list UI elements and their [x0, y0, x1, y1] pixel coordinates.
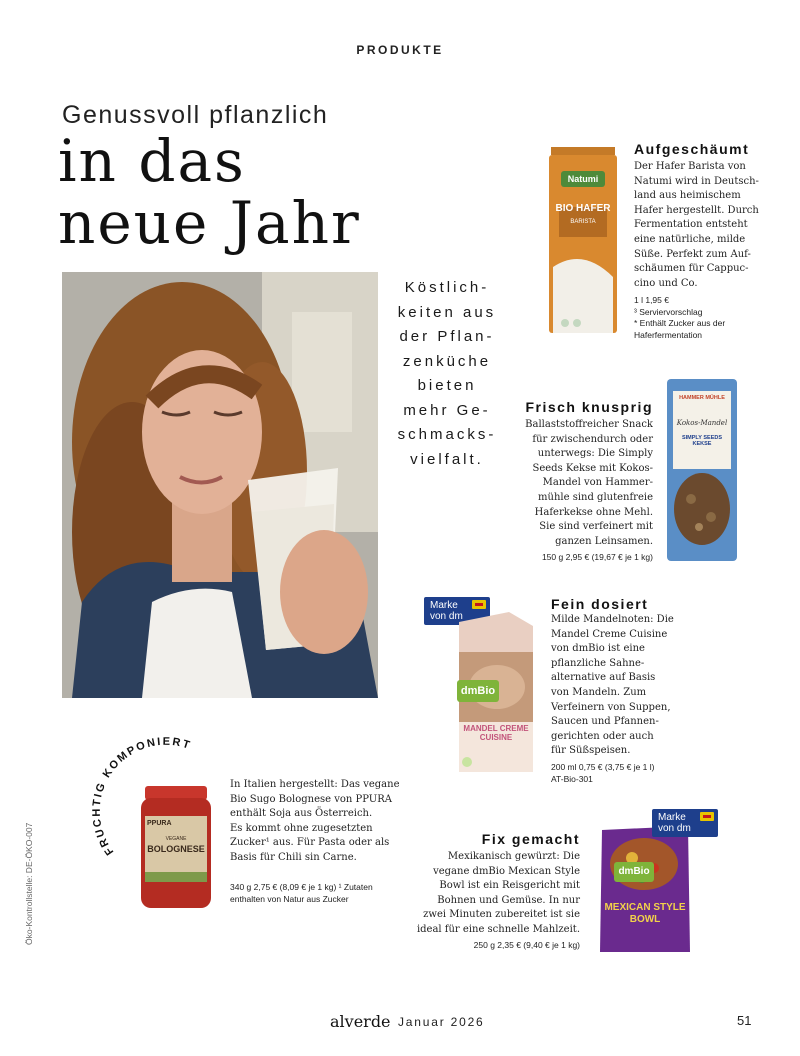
product-title: Fix gemacht [481, 831, 580, 847]
desc-line: Seeds Kekse mit Kokos- [532, 462, 653, 474]
desc-line: Fermentation entsteht [634, 219, 748, 231]
product-meta [400, 940, 580, 952]
product-description [490, 418, 653, 549]
meta-line: enthalten von Natur aus Zucker [230, 893, 349, 904]
product-title: Aufgeschäumt [634, 141, 750, 157]
desc-line: schäumen für Cappuc- [634, 263, 749, 275]
product-title: Frisch knusprig [525, 399, 653, 415]
bolognese-pack-sub: VEGANE [165, 836, 187, 842]
intro-line: keiten aus [397, 303, 497, 321]
dmbio-logo: dmBio [457, 680, 499, 702]
badge-marke-von-dm [652, 809, 718, 837]
desc-line: Mandel Creme Cuisine [551, 628, 668, 640]
bolognese-pack-name: BOLOGNESE [147, 844, 205, 854]
desc-line: cino und Co. [634, 277, 698, 289]
intro-line: bieten [417, 377, 477, 394]
desc-line: eine natürliche, milde [634, 233, 746, 245]
desc-line: unterwegs: Die Simply [537, 448, 653, 460]
natumi-pack-name: BIO HAFER [555, 203, 611, 214]
mandel-pack-name: MANDEL CREME CUISINE [463, 724, 529, 742]
desc-line: zwei Minuten zubereitet ist sie [423, 909, 580, 921]
intro-line: vielfalt. [410, 450, 484, 468]
desc-line: Bohnen und Gemüse. In nur [437, 894, 580, 906]
desc-line: pflanzliche Sahne- [551, 657, 645, 669]
desc-line: Bowl ist ein Reisgericht mit [439, 880, 580, 892]
section-label: PRODUKTE [356, 43, 444, 57]
desc-line: Hafer hergestellt. Durch [634, 204, 759, 216]
product-bolognese-jar [141, 786, 211, 910]
product-hammermuehle-pack [667, 379, 737, 561]
bolognese-description [230, 778, 400, 866]
meta-line: 340 g 2,75 € (8,09 € je 1 kg) ¹ Zutaten [230, 882, 373, 892]
desc-line: Süße. Perfekt zum Auf- [634, 248, 751, 260]
intro-line: zenküche [402, 352, 492, 370]
headline [58, 127, 361, 257]
hammermuehle-logo: HAMMER MÜHLE [679, 395, 725, 401]
meta-line: 1 l 1,95 € [634, 295, 669, 305]
desc-line: Es kommt ohne zugesetzten [230, 822, 373, 834]
hammermuehle-pack-sub: SIMPLY SEEDS KEKSE [681, 435, 723, 447]
hero-photo-illustration [62, 272, 378, 698]
desc-line: Basis für Chili sin Carne. [230, 851, 357, 863]
desc-line: mühle sind glutenfreie [538, 491, 653, 503]
desc-line: für Süßspeisen. [551, 745, 631, 757]
desc-line: enthält Soja aus Österreich. [230, 808, 373, 820]
oeko-kontrollstelle: Öko-Kontrollstelle: DE-ÖKO-007 [24, 822, 34, 945]
badge-line: von dm [430, 611, 463, 622]
desc-line: Sie sind verfeinert mit [539, 521, 653, 533]
bowl-dmbio-logo: dmBio [614, 862, 654, 882]
bowl-pack-name: MEXICAN STYLE BOWL [604, 902, 686, 925]
desc-line: von dmBio ist eine [551, 643, 645, 655]
desc-line: In Italien hergestellt: Das vegane [230, 779, 400, 790]
ppura-logo: PPURA [147, 820, 172, 827]
desc-line: Haferkekse ohne Mehl. [534, 506, 653, 518]
product-meta [551, 762, 654, 785]
hero-photo [62, 272, 378, 698]
desc-line: alternative auf Basis [551, 672, 656, 684]
intro-line: Köstlich- [404, 279, 490, 296]
dm-logo-icon [700, 812, 714, 821]
meta-line: * Enthält Zucker aus der [634, 318, 726, 328]
natumi-pack-sub: BARISTA [570, 219, 596, 225]
meta-line: Haferfermentation [634, 329, 703, 340]
desc-line: gerichten oder auch [551, 730, 654, 742]
intro-line: schmacks- [397, 426, 497, 443]
desc-line: Bio Sugo Bolognese von PPURA [230, 793, 392, 805]
meta-line: 250 g 2,35 € (9,40 € je 1 kg) [473, 940, 580, 950]
arc-label: FRUCHTIG KOMPONIERT [90, 735, 193, 858]
product-title: Fein dosiert [551, 596, 649, 612]
bolognese-meta [230, 882, 373, 905]
meta-line: AT-Bio-301 [551, 773, 593, 784]
desc-line: Mandel von Hammer- [542, 477, 653, 489]
meta-line: 200 ml 0,75 € (3,75 € je 1 l) [551, 762, 655, 772]
page-number: 51 [737, 1013, 752, 1028]
meta-line: 150 g 2,95 € (19,67 € je 1 kg) [541, 552, 653, 562]
desc-line: Saucen und Pfannen- [551, 716, 659, 728]
footer-date: Januar 2026 [398, 1015, 485, 1029]
desc-line: Zucker¹ aus. Für Pasta oder als [230, 837, 390, 849]
product-description [551, 613, 674, 759]
desc-line: Ballaststoffreicher Snack [525, 419, 653, 430]
desc-line: Der Hafer Barista von [634, 161, 746, 172]
desc-line: ganzen Leinsamen. [555, 535, 653, 547]
product-description [400, 850, 580, 938]
product-meta [490, 552, 653, 564]
headline-line-2: neue Jahr [58, 189, 361, 257]
desc-line: Mexikanisch gewürzt: Die [447, 851, 580, 862]
natumi-logo: Natumi [561, 171, 605, 187]
product-natumi-pack [547, 147, 619, 335]
desc-line: Milde Mandelnoten: Die [551, 614, 674, 625]
desc-line: von Mandeln. Zum [551, 686, 647, 698]
badge-line: Marke [430, 600, 458, 611]
meta-line: ³ Serviervorschlag [634, 306, 703, 317]
desc-line: für zwischendurch oder [532, 433, 653, 445]
badge-line: von dm [658, 823, 691, 834]
hammermuehle-pack-name: Kokos-Mandel [676, 419, 728, 427]
kicker: Genussvoll pflanzlich [62, 101, 329, 129]
desc-line: Verfeinern von Suppen, [551, 701, 671, 713]
dm-logo-icon [472, 600, 486, 609]
product-meta [634, 295, 725, 341]
intro-line: mehr Ge- [403, 401, 491, 419]
desc-line: ideal für eine schnelle Mahlzeit. [416, 923, 580, 935]
product-mandel-creme-pack [453, 612, 535, 772]
intro-line: der Pflan- [399, 328, 495, 345]
desc-line: Natumi wird in Deutsch- [634, 175, 759, 187]
desc-line: land aus heimischem [634, 190, 741, 202]
product-mexican-bowl-pack [598, 822, 692, 954]
desc-line: vegane dmBio Mexican Style [433, 865, 580, 877]
product-description [634, 160, 759, 291]
badge-line: Marke [658, 812, 686, 823]
footer-brand: alverde [330, 1012, 391, 1031]
headline-line-1: in das [58, 127, 246, 195]
